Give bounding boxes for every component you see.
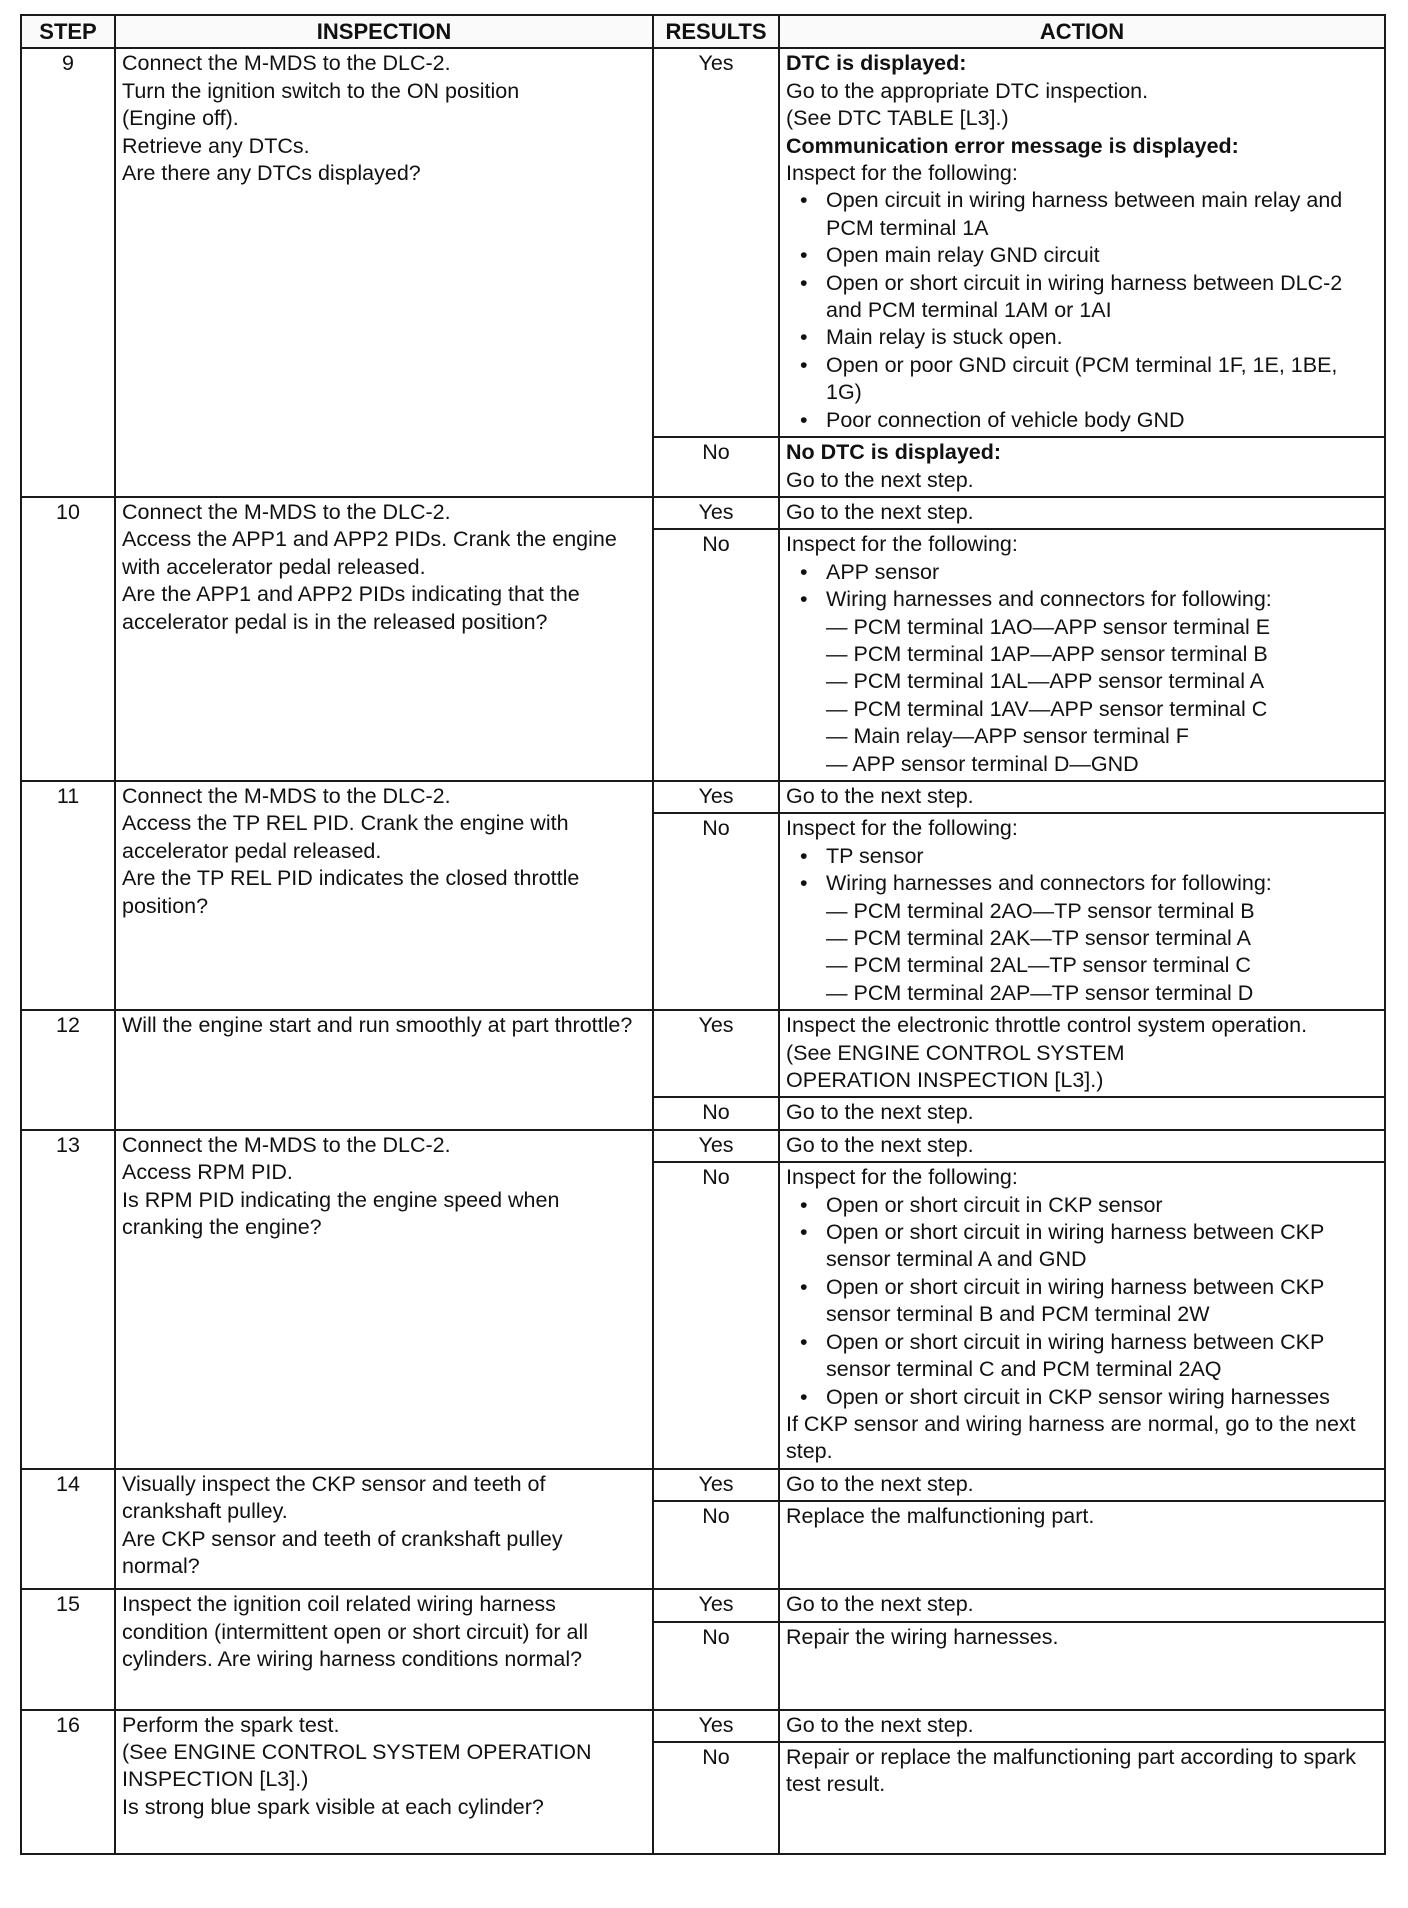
header-results: RESULTS [653,15,779,48]
sub-item: — APP sensor terminal D—GND [826,751,1139,776]
result-no: No [653,1742,779,1854]
action-cell: Go to the next step. [779,1097,1385,1129]
step-12-yes-row [21,1010,1385,1097]
list-item: • Open or short circuit in CKP sensor wiring harnesses [826,1384,1378,1411]
list-item: • Open or short circuit in wiring harness between CKP sensor terminal A and GND [826,1219,1378,1274]
inspection-line: Access RPM PID. [122,1160,293,1185]
bullet-list [786,1192,1378,1411]
step-15-yes-row [21,1589,1385,1621]
inspection-line: Are there any DTCs displayed? [122,161,421,186]
list-item: • Open main relay GND circuit [826,242,1378,269]
diagnostic-procedure-table [20,14,1386,1855]
inspection-cell [115,781,653,1010]
list-item: • Open circuit in wiring harness between main relay and PCM terminal 1A [826,187,1378,242]
action-cell [779,1162,1385,1468]
action-heading: Communication error message is displayed: [786,133,1239,158]
bullet-list [786,559,1378,614]
action-cell: Go to the next step. [779,1589,1385,1621]
inspection-line: Turn the ignition switch to the ON position [122,78,520,103]
action-cell [779,529,1385,781]
header-inspection: INSPECTION [115,15,653,48]
result-yes: Yes [653,1710,779,1742]
action-line: Inspect for the following: [786,532,1018,557]
action-line: If CKP sensor and wiring harness are normal, go to the next step. [786,1411,1356,1464]
action-cell: Go to the next step. [779,1130,1385,1162]
inspection-line: Are the TP REL PID indicates the closed throttle position? [122,866,580,918]
step-11-yes-row [21,781,1385,813]
action-line: Inspect the electronic throttle control system operation. [786,1013,1308,1038]
inspection-cell [115,48,653,497]
action-cell [779,437,1385,497]
result-no: No [653,437,779,497]
header-row [21,15,1385,48]
result-yes: Yes [653,1469,779,1501]
list-item: • Poor connection of vehicle body GND [826,407,1378,434]
action-line: (See ENGINE CONTROL SYSTEM [786,1040,1125,1065]
troubleshooting-page [20,14,1384,1855]
step-number: 11 [21,781,115,1010]
action-line: (See DTC TABLE [L3].) [786,106,1009,131]
list-item: • Open or short circuit in wiring harness between CKP sensor terminal C and PCM terminal 2AQ [826,1329,1378,1384]
list-item: • Open or poor GND circuit (PCM terminal 1F, 1E, 1BE, 1G) [826,352,1378,407]
inspection-cell [115,1130,653,1469]
step-14-yes-row [21,1469,1385,1501]
inspection-cell: Will the engine start and run smoothly at part throttle? [115,1010,653,1130]
step-number: 16 [21,1710,115,1854]
sub-item: — PCM terminal 1AL—APP sensor terminal A [826,669,1265,694]
step-number: 9 [21,48,115,497]
result-no: No [653,1097,779,1129]
list-item: • Open or short circuit in wiring harness between CKP sensor terminal B and PCM terminal 2W [826,1274,1378,1329]
header-step: STEP [21,15,115,48]
sub-item: — PCM terminal 1AO—APP sensor terminal E [826,614,1271,639]
action-cell [779,813,1385,1010]
inspection-line: Is RPM PID indicating the engine speed when cranking the engine? [122,1187,560,1240]
bullet-list [786,187,1378,434]
result-yes: Yes [653,1130,779,1162]
sub-item: — PCM terminal 1AP—APP sensor terminal B [826,641,1268,666]
list-item: • Open or short circuit in CKP sensor [826,1192,1378,1219]
list-item: • Open or short circuit in wiring harness between DLC-2 and PCM terminal 1AM or 1AI [826,270,1378,325]
step-13-yes-row [21,1130,1385,1162]
list-item: • Wiring harnesses and connectors for following: [826,586,1378,613]
inspection-line: Are the APP1 and APP2 PIDs indicating that the accelerator pedal is in the released position? [122,582,580,634]
step-number: 10 [21,497,115,781]
action-line: Go to the next step. [786,467,974,492]
result-no: No [653,529,779,781]
inspection-line: Perform the spark test. [122,1712,340,1737]
header-action: ACTION [779,15,1385,48]
inspection-line: Connect the M-MDS to the DLC-2. [122,1132,451,1157]
list-item: • TP sensor [826,843,1378,870]
action-line: Inspect for the following: [786,816,1018,841]
bullet-list [786,843,1378,898]
inspection-line: Access the TP REL PID. Crank the engine with accelerator pedal released. [122,811,569,863]
sub-item: — PCM terminal 2AP—TP sensor terminal D [826,980,1254,1005]
action-heading: No DTC is displayed: [786,440,1002,465]
result-yes: Yes [653,48,779,437]
step-number: 14 [21,1469,115,1589]
inspection-line: Access the APP1 and APP2 PIDs. Crank the engine with accelerator pedal released. [122,527,617,579]
sub-item: — Main relay—APP sensor terminal F [826,724,1189,749]
action-line: Go to the appropriate DTC inspection. [786,78,1149,103]
action-cell: Go to the next step. [779,497,1385,529]
sub-item: — PCM terminal 2AO—TP sensor terminal B [826,898,1255,923]
result-yes: Yes [653,497,779,529]
action-heading: DTC is displayed: [786,51,967,76]
step-16-yes-row [21,1710,1385,1742]
result-yes: Yes [653,781,779,813]
inspection-line: Connect the M-MDS to the DLC-2. [122,783,451,808]
action-cell [779,1010,1385,1097]
action-line: Inspect for the following: [786,161,1018,186]
action-line: OPERATION INSPECTION [L3].) [786,1068,1104,1093]
step-number: 12 [21,1010,115,1130]
list-item: • Main relay is stuck open. [826,324,1378,351]
sub-item: — PCM terminal 2AK—TP sensor terminal A [826,926,1251,950]
result-no: No [653,1622,779,1710]
step-10-yes-row [21,497,1385,529]
step-number: 13 [21,1130,115,1469]
result-no: No [653,1162,779,1468]
list-item: • APP sensor [826,559,1378,586]
list-item: • Wiring harnesses and connectors for following: [826,870,1378,897]
action-cell: Repair or replace the malfunctioning part according to spark test result. [779,1742,1385,1854]
action-cell: Go to the next step. [779,1710,1385,1742]
inspection-line: Is strong blue spark visible at each cylinder? [122,1794,544,1819]
inspection-cell [115,1710,653,1854]
result-no: No [653,1501,779,1589]
result-no: No [653,813,779,1010]
sub-item: — PCM terminal 2AL—TP sensor terminal C [826,953,1251,978]
action-cell: Repair the wiring harnesses. [779,1622,1385,1710]
inspection-line: Are CKP sensor and teeth of crankshaft pulley normal? [122,1526,563,1578]
action-line: Inspect for the following: [786,1165,1018,1190]
inspection-cell: Inspect the ignition coil related wiring harness condition (intermittent open or short circuit) for all cylinders. Are wiring harness conditions normal? [115,1589,653,1709]
inspection-cell [115,497,653,781]
inspection-line: (See ENGINE CONTROL SYSTEM OPERATION INSPECTION [L3].) [122,1739,592,1792]
action-cell [779,48,1385,437]
action-cell: Go to the next step. [779,1469,1385,1501]
sub-item: — PCM terminal 1AV—APP sensor terminal C [826,696,1268,721]
inspection-line: Connect the M-MDS to the DLC-2. [122,51,451,76]
action-cell: Go to the next step. [779,781,1385,813]
action-cell: Replace the malfunctioning part. [779,1501,1385,1589]
inspection-line: (Engine off). [122,106,239,131]
inspection-line: Retrieve any DTCs. [122,133,310,158]
step-9-yes-row [21,48,1385,437]
inspection-cell [115,1469,653,1589]
step-number: 15 [21,1589,115,1709]
result-yes: Yes [653,1589,779,1621]
inspection-line: Visually inspect the CKP sensor and teeth of crankshaft pulley. [122,1471,546,1524]
result-yes: Yes [653,1010,779,1097]
inspection-line: Connect the M-MDS to the DLC-2. [122,499,451,524]
